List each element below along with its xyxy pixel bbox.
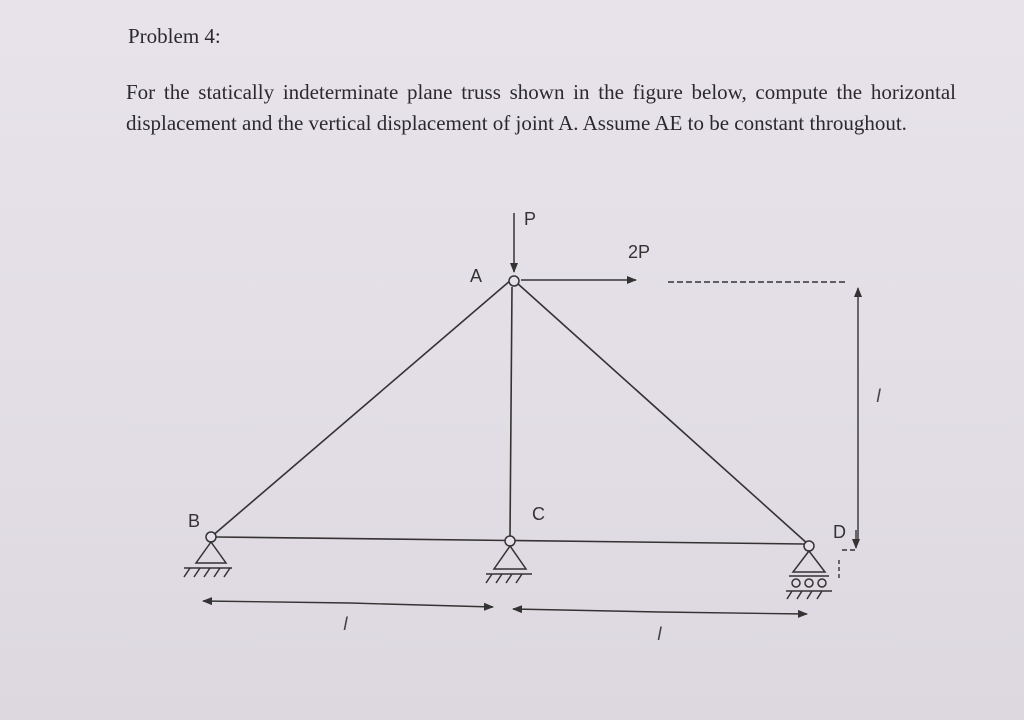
label-joint-a: A	[470, 266, 483, 286]
label-height: l	[876, 386, 882, 407]
member-ab	[211, 280, 511, 537]
span-right-dimension-l	[513, 609, 660, 612]
label-span-right: l	[657, 624, 663, 645]
joint-c-pin	[505, 536, 515, 546]
member-ad	[517, 283, 809, 545]
label-load-p: P	[524, 209, 537, 229]
label-joint-c: C	[532, 504, 545, 524]
support-b-pin	[184, 542, 232, 577]
label-load-2p: 2P	[628, 242, 651, 262]
support-d-roller	[786, 551, 832, 599]
joint-b-pin	[206, 532, 216, 542]
span-right-dimension-r	[660, 612, 807, 614]
support-c-pin	[486, 546, 532, 583]
label-joint-b: B	[188, 511, 201, 531]
label-span-left: l	[343, 614, 349, 635]
problem-title: Problem 4:	[128, 24, 221, 48]
span-left-dimension-r	[350, 603, 493, 607]
span-left-dimension-l	[203, 601, 350, 603]
joint-d-pin	[804, 541, 814, 551]
joint-a-pin	[509, 276, 519, 286]
member-ac	[510, 287, 512, 537]
problem-statement: For the statically indeterminate plane truss shown in the figure below, compute the horizontal displacement and the vertical displacement of joint A. Assume AE to be constant throughout.	[126, 80, 956, 135]
label-joint-d: D	[833, 522, 846, 542]
